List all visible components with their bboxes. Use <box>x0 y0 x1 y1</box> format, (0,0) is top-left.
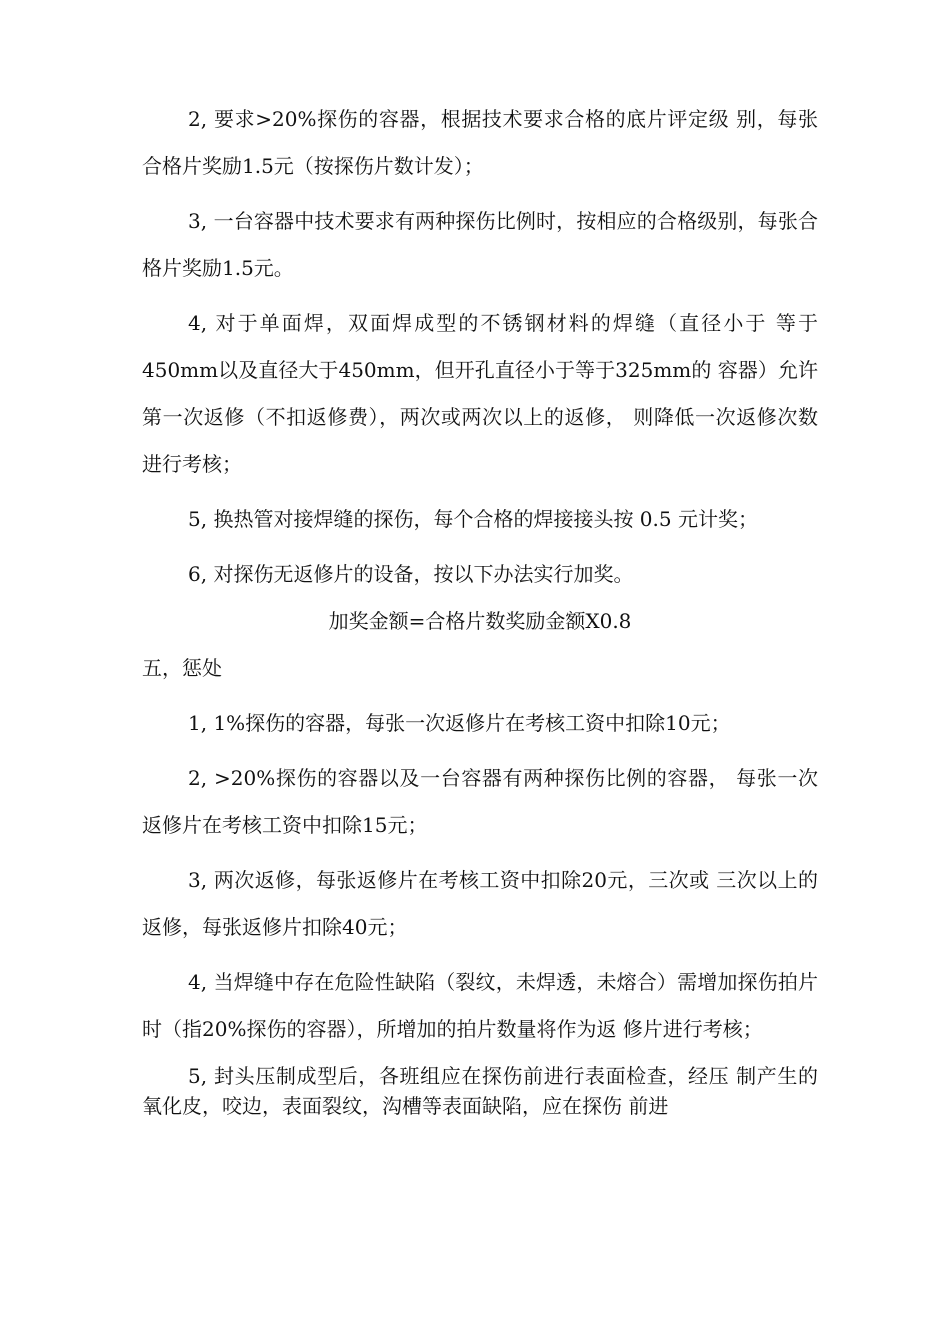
paragraph-penalty-5: 5, 封头压制成型后，各班组应在探伤前进行表面检查，经压 制产生的氧化皮，咬边，表面裂纹，沟槽等表面缺陷，应在探伤 前进 <box>142 1064 818 1118</box>
document-body <box>142 96 818 1129</box>
paragraph-penalty-4: 4, 当焊缝中存在危险性缺陷（裂纹，未焊透，未熔合）需增加探伤拍片时（指20%探伤的容器），所增加的拍片数量将作为返 修片进行考核； <box>142 970 818 1041</box>
paragraph-reward-3: 3, 一台容器中技术要求有两种探伤比例时，按相应的合格级别，每张合格片奖励1.5元。 <box>142 209 818 280</box>
paragraph-reward-5: 5, 换热管对接焊缝的探伤，每个合格的焊接接头按 0.5 元计奖； <box>188 507 758 531</box>
paragraph-penalty-1: 1, 1%探伤的容器，每张一次返修片在考核工资中扣除10元； <box>188 711 731 735</box>
bonus-formula: 加奖金额=合格片数奖励金额X0.8 <box>328 609 632 633</box>
paragraph-reward-6: 6, 对探伤无返修片的设备，按以下办法实行加奖。 <box>188 562 634 586</box>
paragraph-penalty-3: 3, 两次返修，每张返修片在考核工资中扣除20元，三次或 三次以上的返修，每张返修片扣除40元； <box>142 868 818 939</box>
paragraph-reward-2: 2, 要求>20%探伤的容器，根据技术要求合格的底片评定级 别，每张合格片奖励1.5元（按探伤片数计发）； <box>142 107 818 178</box>
paragraph-penalty-2: 2, >20%探伤的容器以及一台容器有两种探伤比例的容器， 每张一次返修片在考核工资中扣除15元； <box>142 766 818 837</box>
paragraph-reward-4: 4, 对于单面焊，双面焊成型的不锈钢材料的焊缝（直径小于 等于450mm以及直径大于450mm，但开孔直径小于等于325mm的 容器）允许第一次返修（不扣返修费），两次或两次以上的返修， 则降低一次返修次数进行考核； <box>142 311 818 476</box>
section-title-penalty: 五，惩处 <box>142 656 222 680</box>
